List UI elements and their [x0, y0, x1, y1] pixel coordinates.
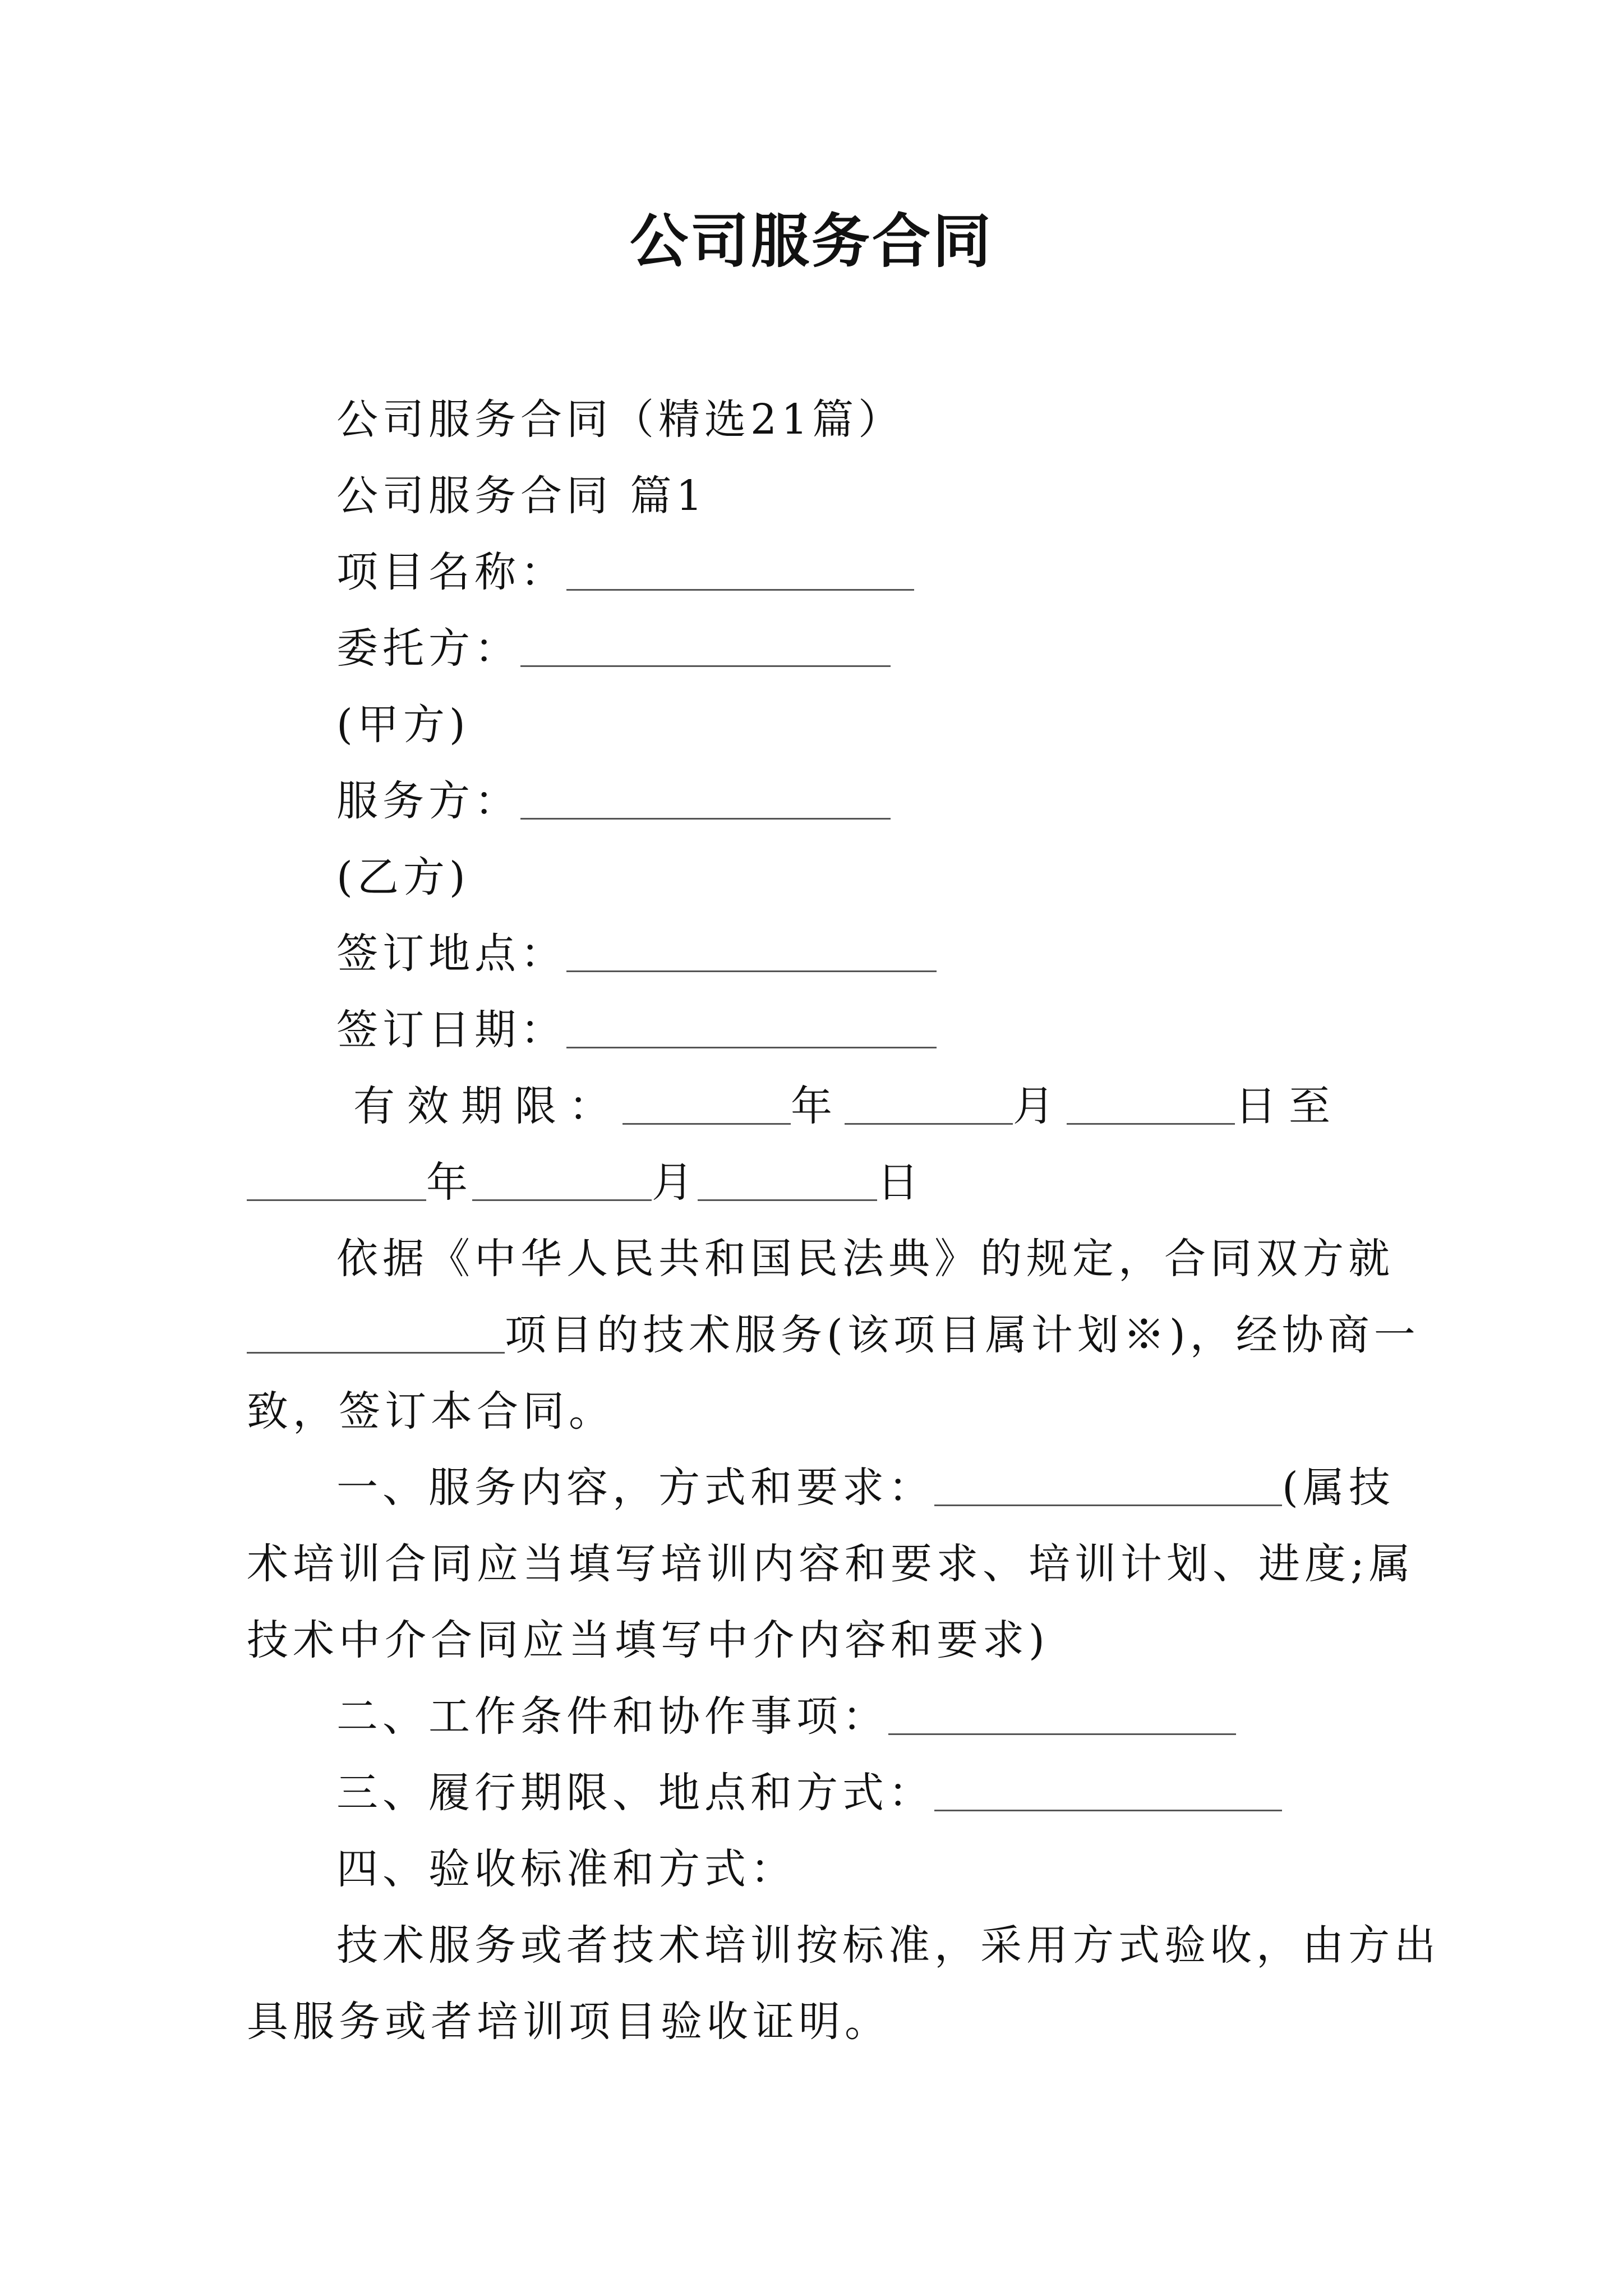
sign-date-field — [247, 992, 1380, 1068]
provider-field — [247, 763, 1380, 839]
blank-line — [698, 1160, 877, 1201]
blank-line — [566, 1007, 937, 1048]
text-line: 致，签订本合同。 — [247, 1387, 615, 1435]
text-line: 公司服务合同（精选21篇） — [336, 395, 905, 444]
blank-line — [623, 1084, 791, 1125]
text-line: 具服务或者培训项目验收证明。 — [247, 1998, 891, 2046]
text-line: 四、验收标准和方式： — [336, 1845, 796, 1893]
field-label: 二、工作条件和协作事项： — [336, 1692, 888, 1741]
month-label: 月 — [1013, 1082, 1067, 1130]
text-line — [247, 1297, 1420, 1373]
field-label: 项目名称： — [336, 548, 566, 596]
field-label: 服务方： — [336, 777, 520, 825]
work-conditions-field — [247, 1678, 1380, 1755]
validity-field — [247, 1068, 1380, 1144]
text-line: 术培训合同应当填写培训内容和要求、培训计划、进度;属 — [247, 1540, 1415, 1588]
day-label: 日 — [877, 1158, 923, 1207]
performance-term-field — [247, 1755, 1380, 1831]
client-field — [247, 610, 1380, 687]
blank-line — [472, 1160, 652, 1201]
validity-field-cont — [247, 1144, 1380, 1221]
document-body — [247, 381, 1440, 2060]
month-label: 月 — [652, 1158, 698, 1207]
field-label: 有效期限： — [353, 1082, 623, 1130]
text-line: (乙方) — [336, 853, 470, 901]
blank-line — [520, 779, 891, 820]
blank-line — [1067, 1084, 1235, 1125]
blank-line — [520, 626, 891, 667]
year-label: 年 — [791, 1082, 845, 1130]
blank-line — [934, 1465, 1282, 1506]
year-label: 年 — [426, 1158, 472, 1207]
project-name-field — [247, 534, 1380, 610]
blank-line — [247, 1313, 505, 1354]
blank-line — [566, 931, 937, 972]
day-to-label: 日至 — [1235, 1082, 1343, 1130]
blank-line — [845, 1084, 1013, 1125]
blank-line — [934, 1770, 1282, 1811]
field-label: 一、服务内容，方式和要求： — [336, 1464, 934, 1512]
field-label: 签订地点： — [336, 930, 566, 978]
field-label: 签订日期： — [336, 1006, 566, 1054]
service-content-field — [247, 1450, 1395, 1526]
blank-line — [566, 550, 914, 591]
text-span: (属技 — [1282, 1464, 1395, 1512]
text-line: 技术中介合同应当填写中介内容和要求) — [247, 1616, 1049, 1664]
text-line: 公司服务合同 篇1 — [336, 472, 707, 520]
text-line: 技术服务或者技术培训按标准，采用方式验收，由方出 — [336, 1921, 1440, 1970]
text-span: 项目的技术服务(该项目属计划※)，经协商一 — [505, 1311, 1420, 1359]
text-line: 依据《中华人民共和国民法典》的规定，合同双方就 — [336, 1235, 1394, 1283]
text-line: (甲方) — [336, 701, 470, 749]
sign-place-field — [247, 915, 1380, 992]
blank-line — [888, 1694, 1236, 1735]
blank-line — [247, 1160, 426, 1201]
document-title: 公司服务合同 — [629, 207, 993, 275]
field-label: 委托方： — [336, 624, 520, 673]
field-label: 三、履行期限、地点和方式： — [336, 1769, 934, 1817]
